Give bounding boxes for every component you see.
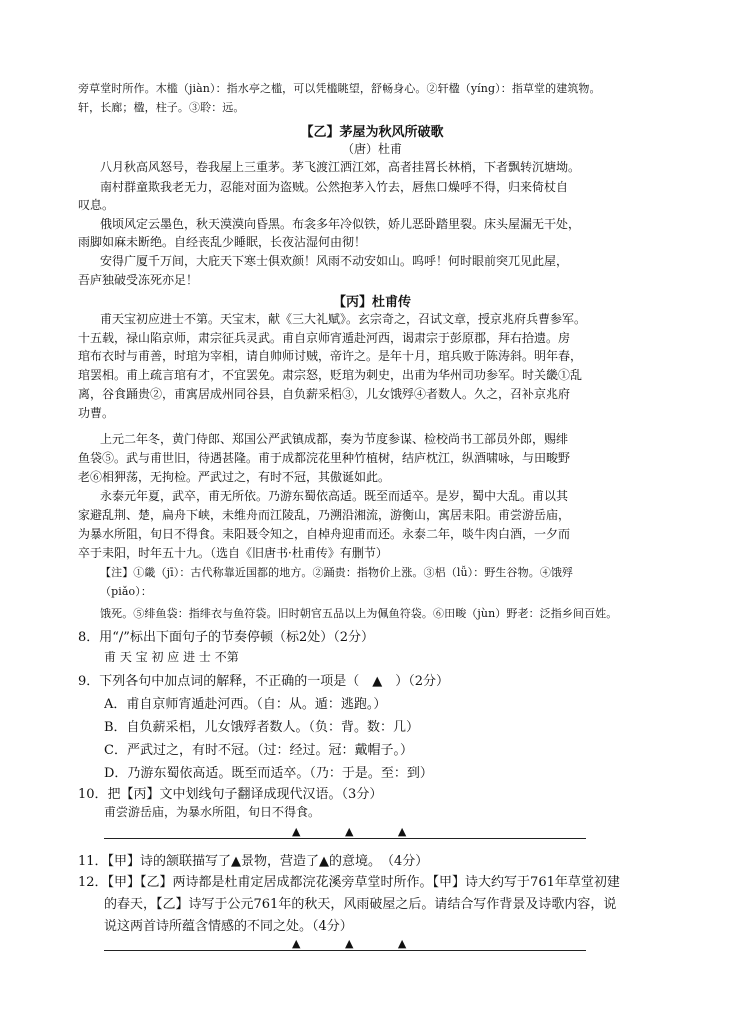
bio-line: 离，谷食踊贵②，甫寓居成州同谷县，自负薪采梠③，儿女饿殍④者数人。久之，召补京兆府 — [78, 387, 571, 401]
poem-author: （唐）杜甫 — [341, 142, 402, 156]
bio-note-line: （piǎo）： — [100, 585, 152, 598]
poem-line: 南村群童欺我老无力，忍能对面为盗贼。公然抱茅入竹去，唇焦口燥呼不得，归来倚杖自 — [100, 180, 569, 194]
question-10-answer-line[interactable] — [104, 838, 586, 839]
question-8-stem: 8．用“/”标出下面句子的节奏停顿（标2处）（2分） — [78, 630, 374, 645]
bio-line: 家避乱荆、楚，扁舟下峡，未维舟而江陵乱，乃溯沿湘流，游衡山，寓居耒阳。甫尝游岳庙， — [78, 508, 571, 522]
question-9-option-b[interactable]: B．自负薪采梠，儿女饿殍者数人。（负：背。数：几） — [104, 720, 420, 735]
bio-line: 琯罢相。甫上疏言琯有才，不宜罢免。肃宗怒，贬琯为刺史，出甫为华州司功参军。时关畿①乱 — [78, 368, 583, 382]
question-10-answer-marks: ▲ ▲ ▲ — [292, 825, 407, 838]
top-note-line-1: 旁草堂时所作。木槛（jiàn）：指水亭之槛，可以凭槛眺望，舒畅身心。②轩楹（yíng）：指草堂的建筑物。 — [78, 82, 601, 95]
bio-line: 琯布衣时与甫善，时琯为宰相，请自帅师讨贼，帝许之。是年十月，琯兵败于陈涛斜。明年春， — [78, 349, 583, 363]
poem-line: 安得广厦千万间，大庇天下寒士俱欢颜！风雨不动安如山。呜呼！何时眼前突兀见此屋， — [100, 254, 569, 268]
poem-line: 吾庐独破受冻死亦足！ — [78, 273, 199, 287]
question-10-stem: 10．把【丙】文中划线句子翻译成现代汉语。（3分） — [78, 787, 383, 802]
question-12-line: 的春天，【乙】诗写于公元761年的秋天，风雨破屋之后。请结合写作背景及诗歌内容，说 — [104, 897, 617, 912]
question-12-line: 说这两首诗所蕴含情感的不同之处。（4分） — [104, 919, 353, 934]
poem-line: 俄顷风定云墨色，秋天漠漠向昏黑。布衾多年冷似铁，娇儿恶卧踏里裂。床头屋漏无干处， — [100, 217, 581, 231]
question-9-option-a[interactable]: A．甫自京师宵遁赴河西。（自：从。遁：逃跑。） — [104, 697, 387, 712]
question-9-option-c[interactable]: C．严武过之，有时不冠。（过：经过。冠：戴帽子。） — [104, 743, 413, 758]
bio-line: 老⑥相狎荡，无拘检。严武过之，有时不冠，其傲诞如此。 — [78, 470, 391, 484]
poem-line: 八月秋高风怒号，卷我屋上三重茅。茅飞渡江洒江郊，高者挂罥长林梢，下者飘转沉塘坳。 — [100, 160, 581, 174]
bio-line: 永泰元年夏，武卒，甫无所依。乃游东蜀依高适。既至而适卒。是岁，蜀中大乱。甫以其 — [100, 489, 569, 503]
question-12-line: 12．【甲】【乙】两诗都是杜甫定居成都浣花溪旁草堂时所作。【甲】诗大约写于761年草堂初建 — [78, 875, 620, 890]
question-9-stem: 9．下列各句中加点词的解释，不正确的一项是（ ▲ ）（2分） — [78, 674, 450, 689]
question-10-sentence: 甫尝游岳庙，为暴水所阻，旬日不得食。 — [104, 805, 321, 819]
bio-line: 为暴水所阻，旬日不得食。耒阳聂令知之，自棹舟迎甫而还。永泰二年，啖牛肉白酒，一夕而 — [78, 527, 571, 541]
poem-line: 叹息。 — [78, 198, 115, 212]
top-note-line-2: 轩，长廊；楹，柱子。③聆：远。 — [78, 101, 245, 114]
bio-line: 甫天宝初应进士不第。天宝末，献《三大礼赋》。玄宗奇之，召试文章，授京兆府兵曹参军。 — [100, 312, 587, 326]
bio-line: 上元二年冬，黄门侍郎、郑国公严武镇成都，奏为节度参谋、检校尚书工部员外郎，赐绯 — [100, 432, 569, 446]
bio-title: 【丙】杜甫传 — [332, 295, 411, 310]
bio-line: 鱼袋⑤。武与甫世旧，待遇甚隆。甫于成都浣花里种竹植树，结庐枕江，纵酒啸咏，与田畯野 — [78, 451, 571, 465]
bio-note-line: 饿死。⑤绯鱼袋：指绯衣与鱼符袋。旧时朝官五品以上为佩鱼符袋。⑥田畯（jùn）野老：泛指乡间百姓。 — [100, 607, 618, 620]
bio-line: 功曹。 — [78, 406, 115, 420]
question-8-sentence: 甫 天 宝 初 应 进 士 不第 — [104, 650, 239, 664]
bio-line: 卒于耒阳，时年五十九。（选自《旧唐书·杜甫传》有删节） — [78, 546, 388, 560]
question-12-answer-marks: ▲ ▲ ▲ — [292, 937, 407, 950]
question-11-stem: 11．【甲】诗的颔联描写了▲景物，营造了▲的意境。 （4分） — [78, 854, 429, 869]
bio-note-line: 【注】①畿（jī）：古代称靠近国都的地方。②踊贵：指物价上涨。③梠（lǚ）：野生谷物。④饿殍 — [100, 566, 574, 579]
question-12-answer-line[interactable] — [104, 950, 586, 951]
bio-line: 十五载，禄山陷京师，肃宗征兵灵武。甫自京师宵遁赴河西，谒肃宗于彭原郡，拜右拾遗。房 — [78, 331, 571, 345]
poem-title: 【乙】茅屋为秋风所破歌 — [300, 125, 444, 140]
question-9-option-d[interactable]: D．乃游东蜀依高适。既至而适卒。（乃：于是。至：到） — [104, 766, 433, 781]
poem-line: 雨脚如麻未断绝。自经丧乱少睡眠，长夜沾湿何由彻！ — [78, 235, 367, 249]
